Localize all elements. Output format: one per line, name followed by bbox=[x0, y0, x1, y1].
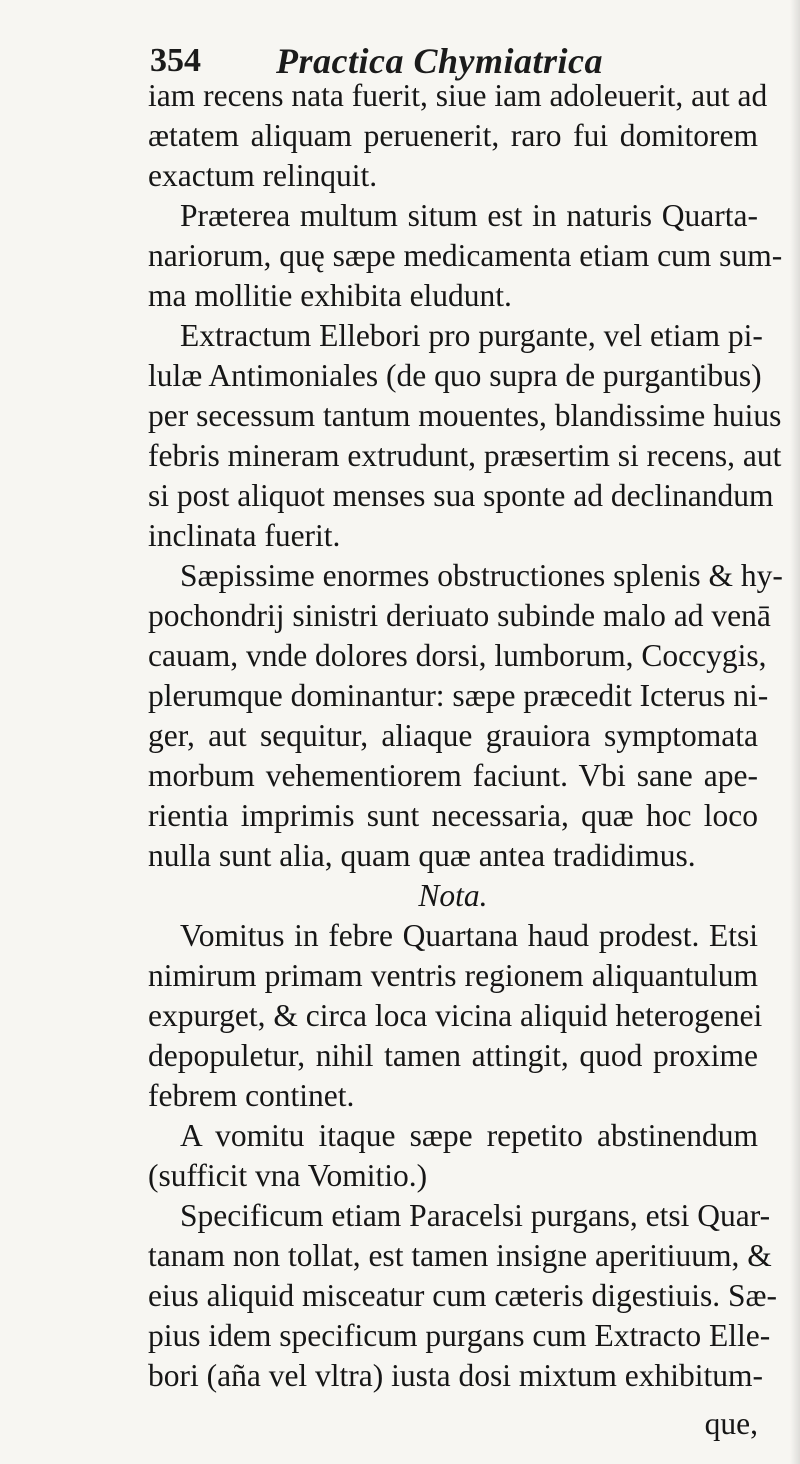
text-line: febris mineram extrudunt, præsertim si recens, aut bbox=[148, 438, 782, 473]
text-line: pius idem specificum purgans cum Extracto Elle- bbox=[148, 1318, 771, 1353]
text-line: nulla sunt alia, quam quæ antea tradidimus. bbox=[148, 838, 696, 873]
text-line: (sufficit vna Vomitio.) bbox=[148, 1158, 428, 1193]
text-line: morbum vehementiorem faciunt. Vbi sane ape- bbox=[148, 758, 758, 793]
text-line: si post aliquot menses sua sponte ad declinandum bbox=[148, 478, 774, 513]
text-line: ma mollitie exhibita eludunt. bbox=[148, 278, 512, 313]
text-line: rientia imprimis sunt necessaria, quæ hoc loco bbox=[148, 798, 758, 833]
text-line: ger, aut sequitur, aliaque grauiora symptomata bbox=[148, 718, 758, 753]
text-line: lulæ Antimoniales (de quo supra de purgantibus) bbox=[148, 358, 762, 393]
text-line: inclinata fuerit. bbox=[148, 518, 341, 553]
text-line: iam recens nata fuerit, siue iam adoleuerit, aut ad bbox=[148, 78, 768, 113]
text-line: nimirum primam ventris regionem aliquantulum bbox=[148, 958, 758, 993]
text-line: Specificum etiam Paracelsi purgans, etsi Quar- bbox=[180, 1198, 771, 1233]
catchword: que, bbox=[704, 1406, 758, 1441]
text-line: Præterea multum situm est in naturis Quarta- bbox=[180, 198, 758, 233]
text-line: plerumque dominantur: sæpe præcedit Icterus ni- bbox=[148, 678, 769, 713]
text-line: cauam, vnde dolores dorsi, lumborum, Coccygis, bbox=[148, 638, 767, 673]
page-number: 354 bbox=[150, 42, 201, 79]
text-line: Extractum Ellebori pro purgante, vel etiam pi- bbox=[180, 318, 763, 353]
text-line: febrem continet. bbox=[148, 1078, 355, 1113]
text-line: A vomitu itaque sæpe repetito abstinendum bbox=[180, 1118, 758, 1153]
text-line: nariorum, quę sæpe medicamenta etiam cum sum- bbox=[148, 238, 783, 273]
text-line: pochondrij sinistri deriuato subinde malo ad venā bbox=[148, 598, 771, 633]
text-line: bori (aña vel vltra) iusta dosi mixtum exhibitum- bbox=[148, 1358, 764, 1393]
text-line: tanam non tollat, est tamen insigne aperitiuum, & bbox=[148, 1238, 772, 1273]
text-line: per secessum tantum mouentes, blandissime huius bbox=[148, 398, 782, 433]
text-line: eius aliquid misceatur cum cæteris digestiuis. Sæ- bbox=[148, 1278, 778, 1313]
text-line: Sæpissime enormes obstructiones splenis & hy- bbox=[180, 558, 783, 593]
text-line: exactum relinquit. bbox=[148, 158, 378, 193]
text-line: Vomitus in febre Quartana haud prodest. Etsi bbox=[180, 918, 758, 953]
running-title: Practica Chymiatrica bbox=[276, 41, 603, 81]
page-edge-shadow bbox=[790, 0, 800, 1464]
text-line: ætatem aliquam peruenerit, raro fui domitorem bbox=[148, 118, 758, 153]
section-heading: Nota. bbox=[418, 878, 488, 913]
text-line: depopuletur, nihil tamen attingit, quod proxime bbox=[148, 1038, 758, 1073]
text-line: expurget, & circa loca vicina aliquid heterogenei bbox=[148, 998, 763, 1033]
